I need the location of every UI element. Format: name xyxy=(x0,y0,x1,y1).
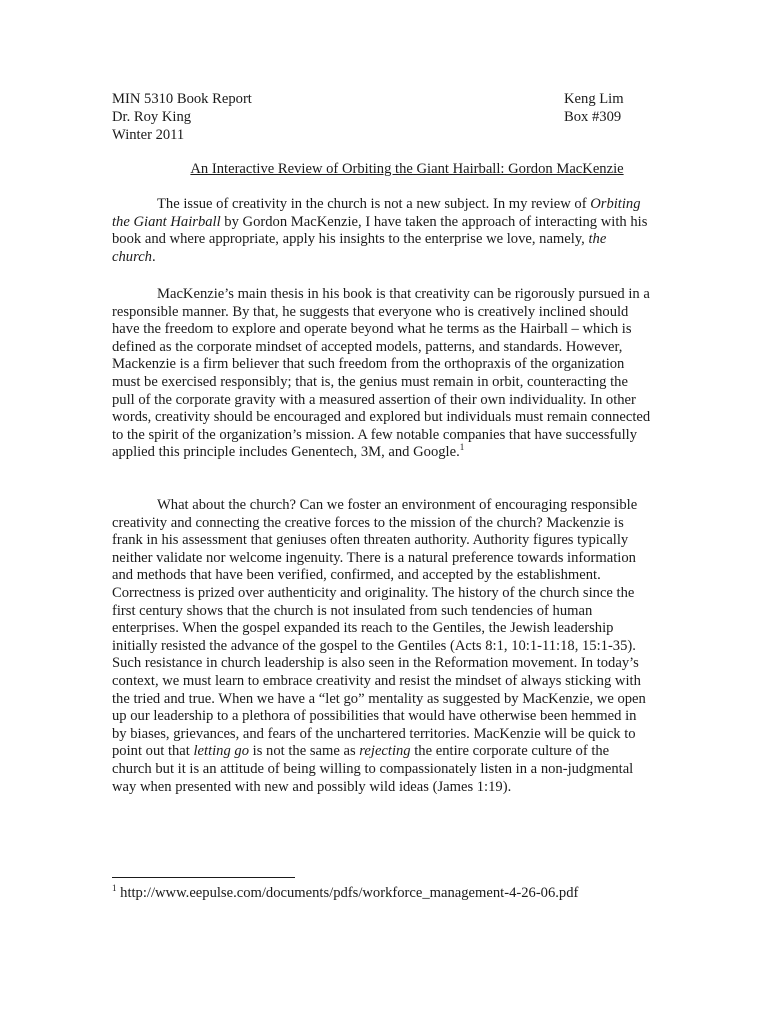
author-name: Keng Lim xyxy=(564,91,624,107)
book-title-italic: Orbiting the Giant Hairball xyxy=(112,196,641,230)
report-title-text: An Interactive Review of Orbiting the Giant Hairball: Gordon MacKenzie xyxy=(190,161,624,177)
footnote-url: http://www.eepulse.com/documents/pdfs/workforce_management-4-26-06.pdf xyxy=(116,885,579,901)
p3-text-c: the entire corporate culture of the church but it is an attitude of being willing to compassionately listen in a non-judgmental way when presented with new and possibly wild ideas (James 1:19). xyxy=(112,743,634,795)
rejecting-italic: rejecting xyxy=(359,743,411,760)
church-italic: the church xyxy=(112,231,607,265)
footnote xyxy=(112,885,578,903)
report-title xyxy=(0,161,768,179)
p2-text: MacKenzie’s main thesis in his book is that creativity can be rigorously pursued in a responsible manner. By that, he suggests that everyone who is creatively inclined should have the freedom to explore and operate beyond what he terms as the Hairball – which is defined as the corporate mindset of accepted models, patterns, and standards. However, Mackenzie is a firm believer that such freedom from the orthopraxis of the organization must be exercised responsibly; that is, the genius must remain in orbit, counteracting the pull of the corporate gravity with a measured assertion of their own individuality. In other words, creativity should be encouraged and explored but individuals must remain connected to the spirit of the organization’s mission. A few notable companies that have successfully applied this principle includes Genentech, 3M, and Google. xyxy=(112,286,651,461)
footnote-marker: 1 xyxy=(112,883,117,894)
footnote-divider xyxy=(112,877,295,878)
footnote-reference: 1 xyxy=(459,442,465,453)
p1-text-b: by Gordon MacKenzie, I have taken the approach of interacting with his book and where appropriate, apply his insights to the enterprise we love, namely, xyxy=(112,213,648,248)
professor-name: Dr. Roy King xyxy=(112,109,192,125)
paragraph-3 xyxy=(112,497,652,796)
paragraph-1 xyxy=(112,196,652,266)
p3-text-a: What about the church? Can we foster an environment of encouraging responsible creativity and connecting the creative forces to the mission of the church? Mackenzie is frank in his assessment that geniuses often threaten authority. Authority figures typically neither validate nor welcome ingenuity. There is a natural preference towards information and methods that have been verified, confirmed, and accepted by the establishment. Correctness is prized over authenticity and originality. The history of the church since the first century shows that the church is not insulated from such tendencies of human enterprises. When the gospel expanded its reach to the Gentiles, the Jewish leadership initially resisted the advance of the gospel to the Gentiles (Acts 8:1, 10:1-11:18, 15:1-35). Such resistance in church leadership is also seen in the Reformation movement. In today’s context, we must learn to embrace creativity and resist the mindset of always sticking with the tried and true. When we have a “let go” mentality as suggested by MacKenzie, we open up our leadership to a plethora of possibilities that would have otherwise been hemmed in by biases, grievances, and fears of the unchartered territories. MacKenzie will be quick to point out that xyxy=(112,497,646,760)
course-label: MIN 5310 Book Report xyxy=(112,91,252,107)
p1-text-end: . xyxy=(151,248,156,265)
paragraph-2 xyxy=(112,286,652,462)
term-label: Winter 2011 xyxy=(112,127,185,143)
p3-text-b: is not the same as xyxy=(249,743,360,760)
p1-text-a: The issue of creativity in the church is not a new subject. In my review of xyxy=(157,196,591,212)
box-number: Box #309 xyxy=(564,109,622,125)
letting-go-italic: letting go xyxy=(193,743,250,760)
